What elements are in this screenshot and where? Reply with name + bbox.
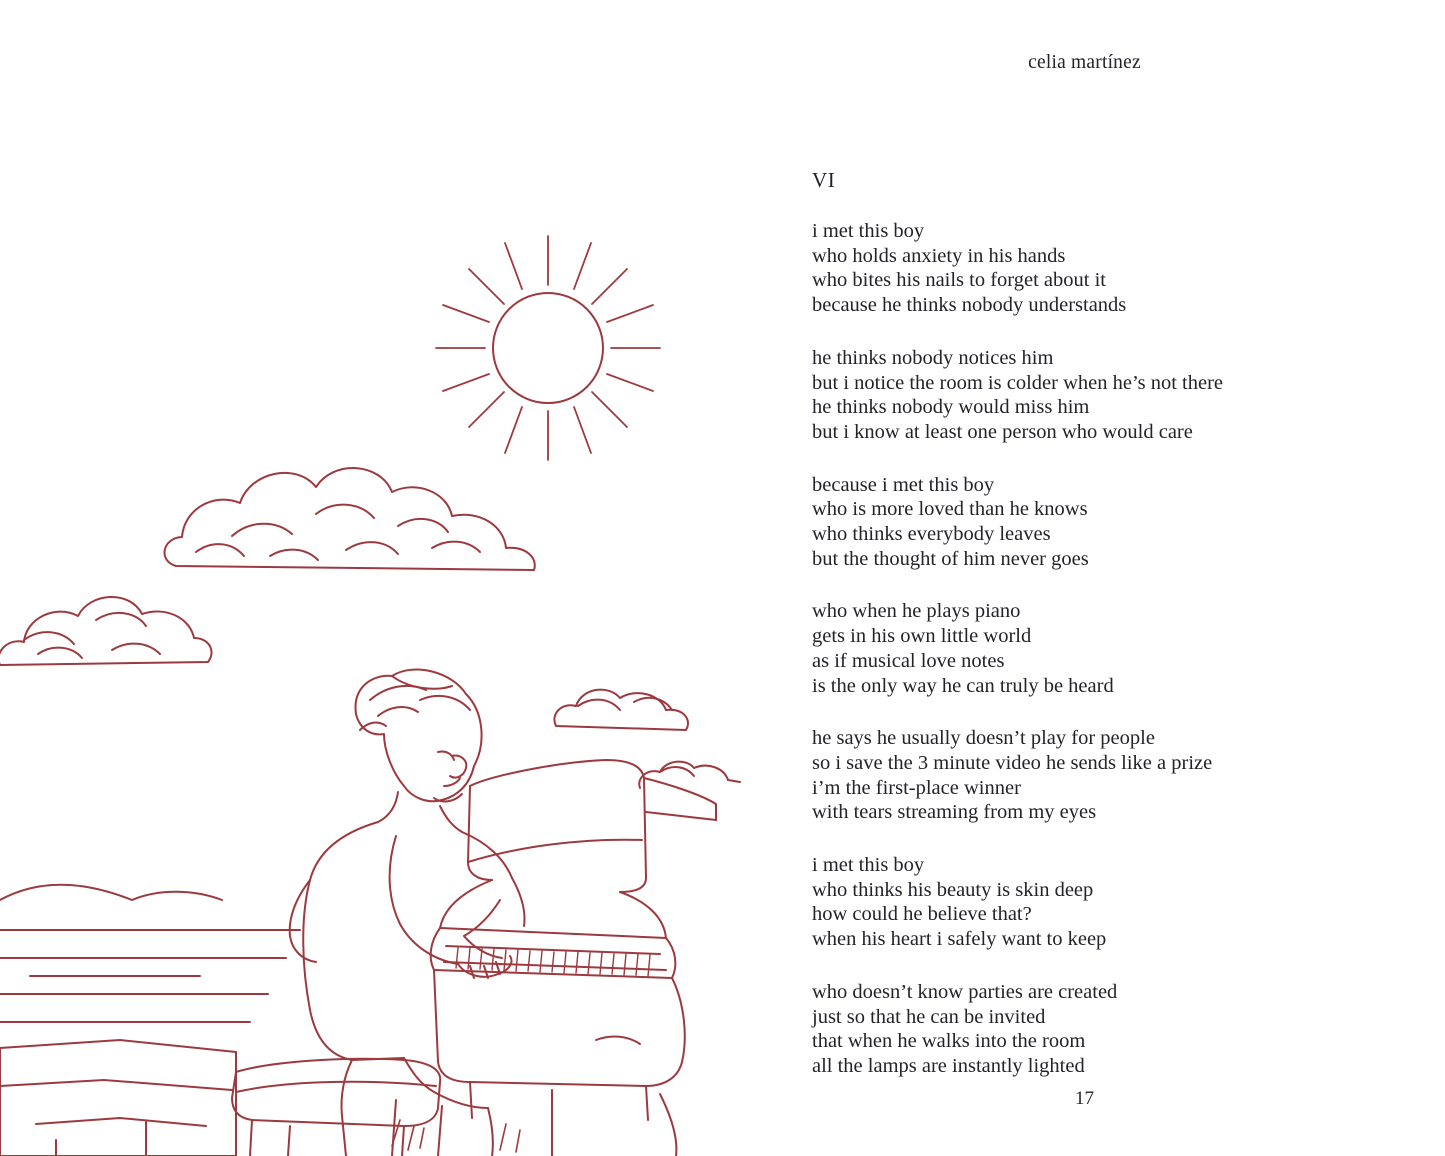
- poem-line: i met this boy: [812, 220, 925, 242]
- poem-line: but i know at least one person who would care: [812, 420, 1193, 443]
- poem-line: gets in his own little world: [812, 625, 1032, 648]
- water-horizon: [0, 885, 300, 1022]
- poem-line: he thinks nobody notices him: [812, 346, 1054, 369]
- poem-line: all the lamps are instantly lighted: [812, 1054, 1085, 1077]
- poem-line: who is more loved than he knows: [812, 498, 1088, 521]
- stanza: [812, 346, 1372, 445]
- poem-line: is the only way he can truly be heard: [812, 674, 1114, 697]
- page-number: 17: [1075, 1088, 1094, 1109]
- piano-figure: [431, 760, 716, 1156]
- stanza: [812, 726, 1372, 825]
- poem-line: because i met this boy: [812, 473, 995, 496]
- poem: [812, 168, 1372, 1107]
- cloud-icon: [639, 762, 740, 788]
- cloud-icon: [554, 690, 688, 730]
- poem-line: i’m the first-place winner: [812, 776, 1021, 799]
- stanza: [812, 980, 1372, 1079]
- poem-line: who bites his nails to forget about it: [812, 269, 1106, 292]
- poem-line: he says he usually doesn’t play for people: [812, 727, 1155, 750]
- poem-line: just so that he can be invited: [812, 1005, 1046, 1028]
- running-head: celia martínez: [1028, 52, 1141, 73]
- poem-line: with tears streaming from my eyes: [812, 801, 1097, 824]
- poem-line: when his heart i safely want to keep: [812, 928, 1107, 951]
- bench-figure: [232, 1059, 440, 1156]
- poem-line: but the thought of him never goes: [812, 547, 1089, 570]
- poem-line: because he thinks nobody understands: [812, 294, 1127, 317]
- poem-line: how could he believe that?: [812, 903, 1032, 926]
- poem-line: who thinks his beauty is skin deep: [812, 878, 1094, 901]
- stanza: [812, 599, 1372, 698]
- poem-line: who thinks everybody leaves: [812, 523, 1051, 546]
- poem-line: but i notice the room is colder when he’s not there: [812, 371, 1224, 394]
- poem-line: he thinks nobody would miss him: [812, 396, 1090, 419]
- poem-line: who when he plays piano: [812, 600, 1021, 623]
- stanza: [812, 219, 1372, 318]
- text-column: [812, 0, 1372, 1156]
- poem-line: so i save the 3 minute video he sends like a prize: [812, 751, 1213, 774]
- poem-line: who doesn’t know parties are created: [812, 980, 1118, 1003]
- poem-line: as if musical love notes: [812, 649, 1005, 672]
- poem-line: i met this boy: [812, 854, 925, 877]
- poem-line: that when he walks into the room: [812, 1030, 1086, 1053]
- poem-line: who holds anxiety in his hands: [812, 244, 1066, 267]
- cloud-icon: [0, 597, 212, 665]
- sun-icon: [436, 236, 660, 460]
- poem-number: VI: [812, 168, 836, 192]
- stanza: [812, 473, 1372, 572]
- stanza: [812, 853, 1372, 952]
- rock-ledge: [0, 1040, 236, 1156]
- cloud-icon: [165, 468, 535, 570]
